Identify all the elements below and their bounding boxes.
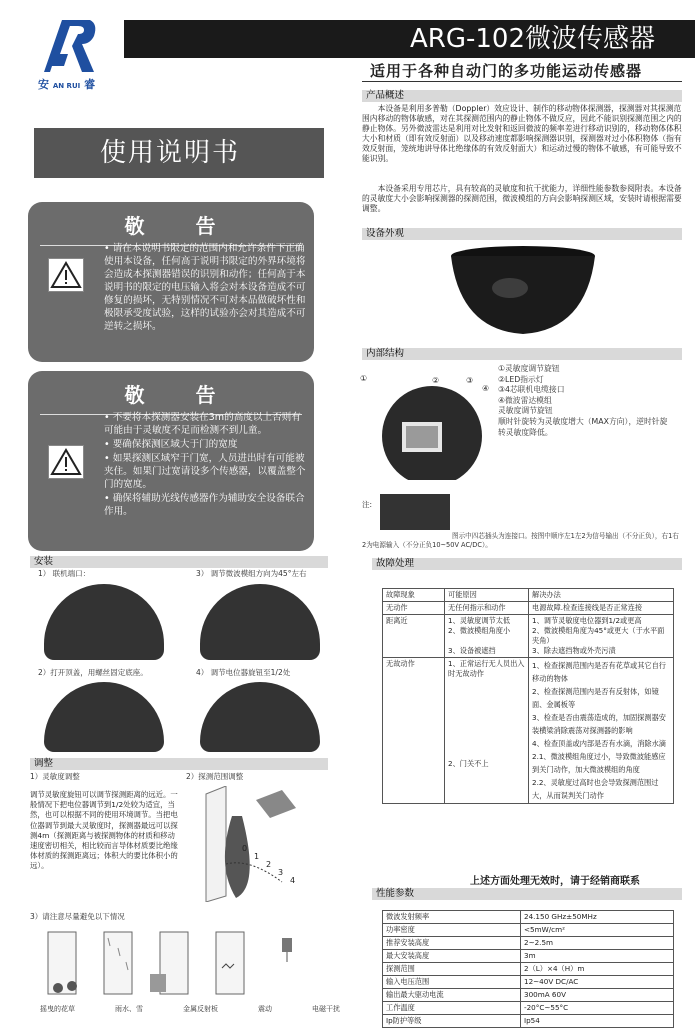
internal-item: ②LED指示灯 xyxy=(498,374,544,384)
callout-4: ④ xyxy=(482,384,490,393)
table-row: 无故动作 1、正常运行无人员出入时无故动作 2、门关不上 1、检查探测范围内是否有花草或其它自行移动的物体 2、检查探测范围内是否有反射体，如镜面、金属板等 3、检查是否由震荡造成的，加固探测器安装横梁消除震荡对探测器的影响 4、检查顶盖或内部是否有水滴，消除水滴 2.1、微波模组角度过小，导致微波能感应到关门动作，加大微波模组的角度 2.2、灵敏度过高时也会导致探测范围过大，从而误判关门动作 xyxy=(383,658,674,804)
dial-tick: 2 xyxy=(266,860,272,869)
fault-table xyxy=(382,588,674,804)
avoid-label: 震动 xyxy=(258,1005,272,1013)
callout-1: ① xyxy=(360,374,368,383)
table-row: 工作温度 -20°C~55°C xyxy=(383,1002,674,1015)
warning-item: • 如果探测区域窄于门宽，人员进出时有可能被夹住。如果门过宽请设多个传感器，以覆盖整个门的宽度。 xyxy=(104,453,306,490)
table-row: 推荐安装高度 2~2.5m xyxy=(383,937,674,950)
avoid-heading: 3）请注意尽量避免以下情况 xyxy=(30,912,125,921)
adjust-text: 调节灵敏度旋钮可以调节探测距离的远近。一般情况下把电位器调节到1/2处较为适宜，当然，也可以根据不同的使用环境调节。当把电位器调节到最大灵敏度时，探测器最远可以探测4m（探测距离与被探测物体的材质和移动速度密切相关，相比较而言导体材质要比绝缘体材质的探测距离远；体积大的要比体积小的远）。 xyxy=(30,790,178,871)
fault-footer: 上述方面处理无效时，请于经销商联系 xyxy=(470,876,640,887)
subtitle-divider xyxy=(362,81,682,82)
avoid-label: 摇曳的花草 xyxy=(40,1005,75,1013)
table-row: 微波发射频率 24.150 GHz±50MHz xyxy=(383,911,674,924)
internal-item: 灵敏度调节旋钮 xyxy=(498,406,553,416)
note-label: 注: xyxy=(362,500,373,509)
warning-item: • 不要将本探测器安装在3m的高度以上否则有可能由于灵敏度不足而检测不到儿童。 xyxy=(104,412,301,436)
table-row: 距离近 1、灵敏度调节太低 2、微波模组角度小 3、设备被遮挡 1、调节灵敏度电位器到1/2或更高 2、微波模组角度为45°或更大（于水平面夹角） 3、除去遮挡物或外壳污渍 xyxy=(383,615,674,658)
specs-table xyxy=(382,910,674,1028)
fault-heading: 故障处理 xyxy=(372,558,682,570)
adjust-range-label: 2）探测范围调整 xyxy=(186,772,244,781)
install-step-1: 1） 联机端口： xyxy=(38,569,91,578)
overview-paragraph-1: 本设备是利用多普勒（Doppler）效应设计、制作的移动物体探测器，探测器对其探测范围内移动的物体敏感，对在其探测范围内的静止物体不做反应，因此不能识别探测范围之内的静止物体。另外微波雷达是利用对比发射和返回微波的频率差进行移动识别的，移动物体体积大小和材质（即有效反射面）以及移动速度都影响探测器识别，探测器对过小体积物体（指有效反射面，笼统地讲导体比绝缘体的有效反射面大）和运动过慢的物体不敏感，有可能导致不能识别。 xyxy=(362,104,682,163)
brand-name: 安 AN RUI 睿 xyxy=(38,78,96,91)
install-step-3: 3） 调节微波模组方向为45°左右 xyxy=(196,569,307,578)
appearance-heading: 设备外观 xyxy=(362,228,682,240)
dial-tick: 3 xyxy=(278,868,284,877)
adjust-heading: 调整 xyxy=(30,758,328,770)
internal-heading: 内部结构 xyxy=(362,348,682,360)
table-row: 最大安装高度 3m xyxy=(383,950,674,963)
callout-3: ③ xyxy=(466,376,474,385)
connector-photo xyxy=(380,494,450,530)
install-photo-2 xyxy=(44,682,164,752)
install-step-2: 2）打开顶盖，用螺丝固定底座。 xyxy=(38,668,148,677)
avoid-illustrations xyxy=(46,928,336,1004)
install-photo-3 xyxy=(200,584,320,660)
warning-title: 敬 告 xyxy=(124,383,238,407)
page-subtitle: 适用于各种自动门的多功能运动传感器 xyxy=(370,62,643,80)
warning-box-2 xyxy=(28,371,314,551)
range-dial-scale xyxy=(234,842,304,902)
warning-title: 敬 告 xyxy=(124,214,238,238)
table-row: 输入电压范围 12~40V DC/AC xyxy=(383,976,674,989)
warning-triangle-icon xyxy=(48,258,84,292)
install-step-4: 4） 调节电位器旋钮至1/2处 xyxy=(196,668,291,677)
warning-triangle-icon xyxy=(48,445,84,479)
warning-text: • 请在本说明书限定的范围内和允许条件下正确使用本设备，任何高于说明书限定的外界环境将会造成本探测器错误的识别和动作；任何高于本说明书的限定的电压输入将会对本设备造成不可修复的损坏，无特别情况不可对本品做破坏性和极限承受度试验，这样的试验亦会对其造成不可逆转之损坏。 xyxy=(104,243,306,332)
table-row: 输出最大驱动电流 300mA 60V xyxy=(383,989,674,1002)
dial-tick: 4 xyxy=(290,876,296,885)
adjust-sensitivity-label: 1）灵敏度调整 xyxy=(30,772,80,781)
install-heading: 安装 xyxy=(30,556,328,568)
page-title: ARG-102微波传感器 xyxy=(124,20,695,58)
avoid-label: 电磁干扰 xyxy=(312,1005,340,1013)
table-row: 功率密度 <5mW/cm² xyxy=(383,924,674,937)
table-row: 探测范围 2（L）×4（H）m xyxy=(383,963,674,976)
install-photo-1 xyxy=(44,584,164,660)
internal-legend xyxy=(498,364,674,438)
install-photo-4 xyxy=(200,682,320,752)
device-photo xyxy=(450,244,596,336)
overview-heading: 产品概述 xyxy=(362,90,682,102)
brand-logo xyxy=(38,14,100,76)
specs-heading: 性能参数 xyxy=(372,888,682,900)
overview-paragraph-2: 本设备采用专用芯片，具有较高的灵敏度和抗干扰能力，详细性能参数参阅附表。本设备的灵敏度大小会影响探测器的探测范围，微波模组的方向会影响探测区域，安装时请根据需要调整。 xyxy=(362,184,682,213)
table-header: 可能原因 xyxy=(445,589,529,602)
avoid-label: 金属反射板 xyxy=(183,1005,218,1013)
avoid-labels xyxy=(40,1004,340,1014)
table-row: 无动作 无任何指示和动作 电源故障.检查连接线是否正常连接 xyxy=(383,602,674,615)
callout-2: ② xyxy=(432,376,440,385)
dial-tick: 1 xyxy=(254,852,260,861)
internal-item: ①灵敏度调节旋钮 xyxy=(498,364,560,373)
manual-title: 使用说明书 xyxy=(34,128,324,178)
dial-tick: 0 xyxy=(242,844,248,853)
warning-item: • 要确保探测区域大于门的宽度 xyxy=(104,439,238,450)
table-row: Ip防护等级 Ip54 xyxy=(383,1015,674,1028)
internal-item: ④微波雷达模组 xyxy=(498,395,552,405)
warning-item: • 确保将辅助光线传感器作为辅助安全设备联合作用。 xyxy=(104,493,305,517)
internal-item: 顺时针旋转为灵敏度增大（MAX方向），逆时针旋转灵敏度降低。 xyxy=(498,416,668,437)
warning-box-1 xyxy=(28,202,314,362)
table-header: 故障现象 xyxy=(383,589,445,602)
avoid-label: 雨水、雪 xyxy=(115,1005,143,1013)
table-header: 解决办法 xyxy=(529,589,674,602)
internal-item: ③4芯联机电缆接口 xyxy=(498,385,565,395)
note-text: 图示中四芯插头为连接口。按图中顺序左1左2为信号输出（不分正负），右1右2为电源输入（不分正负10~50V AC/DC）。 xyxy=(362,532,679,549)
